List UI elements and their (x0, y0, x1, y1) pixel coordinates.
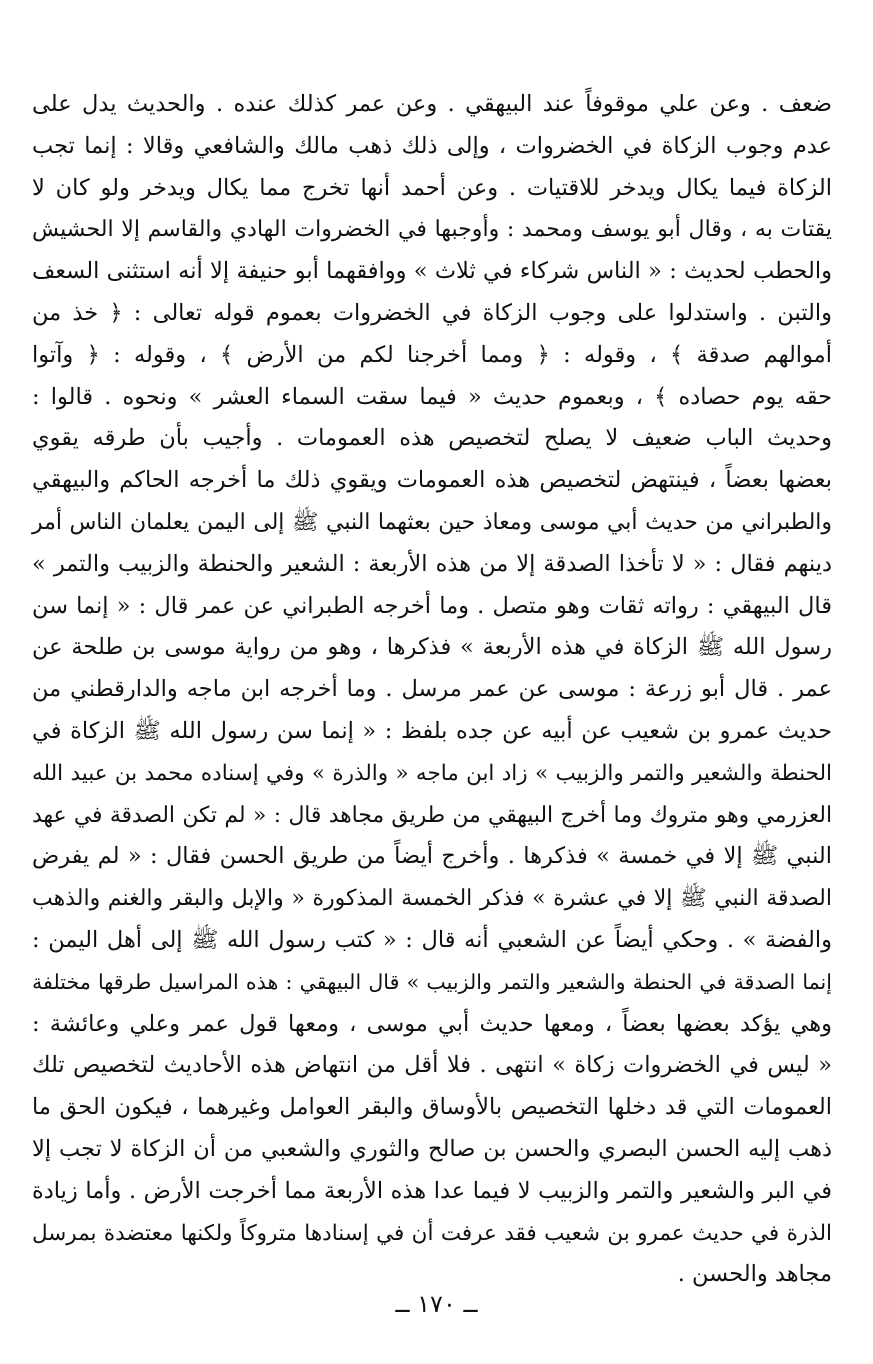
text-line: في البر والشعير والتمر والزبيب لا فيما عدا هذه الأربعة مما أخرجت الأرض . وأما زيادة (32, 1177, 832, 1204)
text-line: والحطب لحديث : « الناس شركاء في ثلاث » ووافقهما أبو حنيفة إلا أنه استثنى السعف (32, 258, 832, 285)
text-line: العمومات التي قد دخلها التخصيص بالأوساق والبقر العوامل وغيرهما ، فيكون الحق ما (32, 1094, 832, 1121)
text-line: الذرة في حديث عمرو بن شعيب فقد عرفت أن في إسنادها متروكاً ولكنها معتضدة بمرسل (32, 1220, 832, 1246)
text-line: الصدقة النبي ﷺ إلا في عشرة » فذكر الخمسة المذكورة « والإبل والبقر والغنم والذهب (32, 886, 832, 912)
text-line: دينهم فقال : « لا تأخذا الصدقة إلا من هذه الأربعة : الشعير والحنطة والزبيب والتمر » (32, 550, 832, 577)
text-line: حقه يوم حصاده ﴾ ، وبعموم حديث « فيما سقت السماء العشر » ونحوه . قالوا : (32, 383, 832, 410)
text-line: عدم وجوب الزكاة في الخضروات ، وإلى ذلك ذهب مالك والشافعي وقالا : إنما تجب (32, 132, 832, 159)
text-line-last: مجاهد والحسن . (677, 1261, 832, 1288)
text-line: إنما الصدقة في الحنطة والشعير والتمر والزبيب » قال البيهقي : هذه المراسيل طرقها مختلفة (32, 969, 832, 994)
text-line: « ليس في الخضروات زكاة » انتهى . فلا أقل من انتهاض هذه الأحاديث لتخصيص تلك (32, 1052, 832, 1079)
text-line: حديث عمرو بن شعيب عن أبيه عن جده بلفظ : « إنما سن رسول الله ﷺ الزكاة في (32, 717, 832, 744)
text-line: يقتات به ، وقال أبو يوسف ومحمد : وأوجبها في الخضروات الهادي والقاسم إلا الحشيش (32, 216, 832, 243)
text-line: ذهب إليه الحسن البصري والحسن بن صالح والثوري والشعبي من أن الزكاة لا تجب إلا (32, 1135, 832, 1162)
text-line: أموالهم صدقة ﴾ ، وقوله : ﴿ ومما أخرجنا لكم من الأرض ﴾ ، وقوله : ﴿ وآتوا (32, 341, 832, 368)
text-line: عمر . قال أبو زرعة : موسى عن عمر مرسل . وما أخرجه ابن ماجه والدارقطني من (32, 676, 832, 703)
text-line: العزرمي وهو متروك وما أخرج البيهقي من طريق مجاهد قال : « لم تكن الصدقة في عهد (32, 802, 832, 828)
text-line: وهي يؤكد بعضها بعضاً ، ومعها حديث أبي موسى ، ومعها قول عمر وعلي وعائشة : (32, 1010, 832, 1037)
text-line: والفضة » . وحكي أيضاً عن الشعبي أنه قال : « كتب رسول الله ﷺ إلى أهل اليمن : (32, 926, 832, 953)
text-line: ضعف . وعن علي موقوفاً عند البيهقي . وعن عمر كذلك عنده . والحديث يدل على (32, 91, 832, 117)
text-line: بعضها بعضاً ، فينتهض لتخصيص هذه العمومات ويقوي ذلك ما أخرجه الحاكم والبيهقي (32, 467, 832, 494)
text-line: والطبراني من حديث أبي موسى ومعاذ حين بعثهما النبي ﷺ إلى اليمن يعلمان الناس أمر (32, 509, 832, 535)
text-line: والتبن . واستدلوا على وجوب الزكاة في الخضروات بعموم قوله تعالى : ﴿ خذ من (32, 299, 832, 326)
page-number: ــ ١٧٠ ــ (395, 1290, 478, 1318)
text-line: النبي ﷺ إلا في خمسة » فذكرها . وأخرج أيضاً من طريق الحسن فقال : « لم يفرض (32, 843, 832, 870)
text-line: رسول الله ﷺ الزكاة في هذه الأربعة » فذكرها ، وهو من رواية موسى بن طلحة عن (32, 634, 832, 661)
text-line: وحديث الباب ضعيف لا يصلح لتخصيص هذه العمومات . وأجيب بأن طرقه يقوي (32, 425, 832, 452)
main-text (32, 84, 832, 1296)
text-line: الحنطة والشعير والتمر والزبيب » زاد ابن ماجه « والذرة » وفي إسناده محمد بن عبيد الله (32, 760, 832, 786)
text-line: قال البيهقي : رواته ثقات وهو متصل . وما أخرجه الطبراني عن عمر قال : « إنما سن (32, 592, 832, 619)
text-line: الزكاة فيما يكال ويدخر للاقتيات . وعن أحمد أنها تخرج مما يكال ويدخر ولو كان لا (32, 174, 832, 201)
